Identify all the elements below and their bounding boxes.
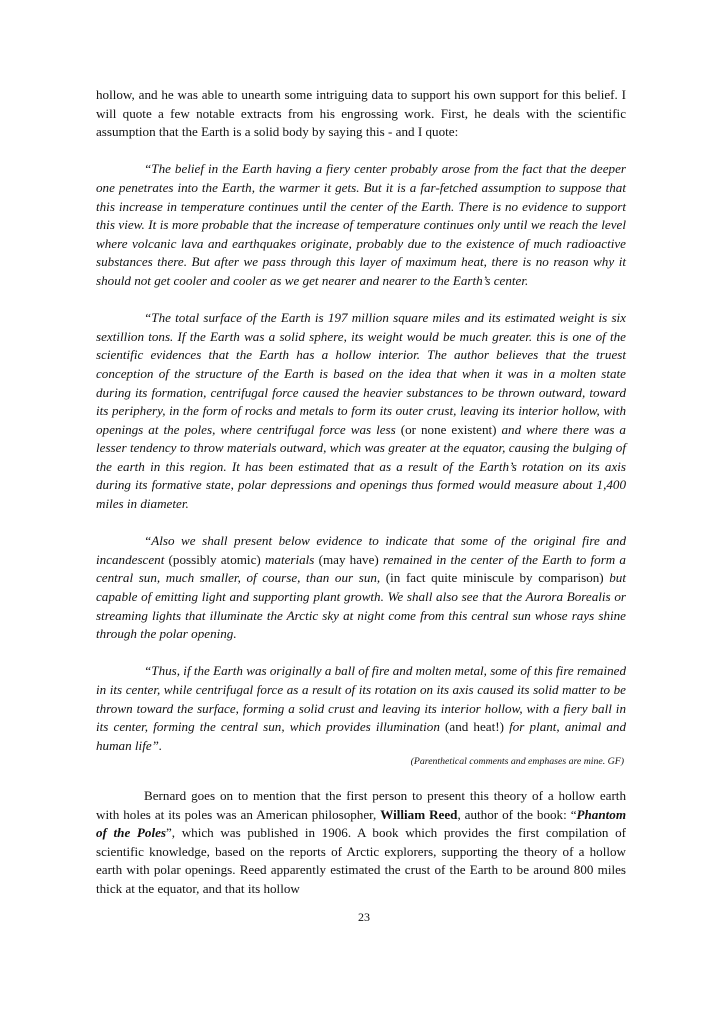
body-text: Bernard goes on to mention that the first person to present this theory of a hollow earth with holes at its poles was an American philosopher, [96, 787, 626, 822]
parenthetical-comment: (in fact quite miniscule by comparison) [385, 570, 604, 586]
quote-text: “Also we shall present below evidence to indicate that some of the original fire and incandescent [96, 533, 626, 567]
parenthetical-comment: (and heat!) [445, 719, 504, 735]
parenthetical-comment: (may have) [318, 551, 379, 567]
quote-paragraph-central-sun [96, 532, 626, 644]
quote-text: but capable of emitting light and supporting plant growth. We shall also see that the Aurora Borealis or streaming lights that illuminate the Arctic sky at night come from this central sun whose rays shine through the polar opening. [96, 570, 626, 642]
quote-text: materials [260, 551, 319, 567]
person-name: William Reed [380, 806, 458, 822]
quote-paragraph-ball-of-fire [96, 662, 626, 755]
page-number: 23 [358, 910, 370, 924]
quote-text: “Thus, if the Earth was originally a ball of fire and molten metal, some of this fire remained in its center, while centrifugal force as a result of its rotation on its axis caused its solid matter to be thrown toward the surface, forming a solid crust and leaving its interior hollow, with a fiery ball in its center, forming the central sun, which provides illumination [96, 663, 626, 735]
quote-paragraph-earth-surface [96, 309, 626, 514]
paragraph-william-reed [96, 787, 626, 899]
parenthetical-comment: (possibly atomic) [168, 551, 261, 567]
body-text: , author of the book: “ [457, 806, 577, 822]
quote-text: remained in the center of the Earth to form a central sun, much smaller, of course, than our sun, [96, 551, 626, 586]
book-title: Phantom of the Poles [96, 806, 627, 841]
paragraph-intro: hollow, and he was able to unearth some intriguing data to support his own support for this belief. I will quote a few notable extracts from his engrossing work. First, he deals with the scientific assumption that the Earth is a solid body by saying this - and I quote: [96, 87, 626, 140]
quote-paragraph-fiery-center: “The belief in the Earth having a fiery center probably arose from the fact that the deeper one penetrates into the Earth, the warmer it gets. But it is a far-fetched assumption to suppose that this increase in temperature continues until the center of the Earth. There is no evidence to support this view. It is more probable that the increase of temperature continues only until we reach the level where volcanic lava and earthquakes originate, probably due to the existence of much radioactive substances there. But after we pass through this layer of maximum heat, there is no reason why it should not get cooler and cooler as we get nearer and nearer to the Earth’s center. [96, 161, 626, 288]
quote-text: “The total surface of the Earth is 197 million square miles and its estimated weight is six sextillion tons. If the Earth was a solid sphere, its weight would be much greater. this is one of the scientific evidences that the Earth has a hollow interior. The author believes that the truest conception of the structure of the Earth is based on the idea that when it was in a molten state during its formation, centrifugal force caused the heavier substances to be thrown outward, toward its periphery, in the form of rocks and metals to form its outer crust, leaving its interior hollow, with openings at the poles, where centrifugal force was less [96, 310, 626, 437]
parenthetical-comment: (or none existent) [400, 421, 497, 437]
author-note: (Parenthetical comments and emphases are mine. GF) [410, 756, 624, 768]
body-text: ”, which was published in 1906. A book which provides the first compilation of scientific knowledge, based on the reports of Arctic explorers, supporting the theory of a hollow earth with polar openings. Reed apparently estimated the crust of the Earth to be around 800 miles thick at the equator, and that its hollow [96, 825, 626, 896]
quote-text: and where there was a lesser tendency to throw materials outward, which was greater at the equator, causing the bulging of the earth in this region. It has been estimated that as a result of the Earth’s rotation on its axis during its formative state, polar depressions and openings thus formed would measure about 1,400 miles in diameter. [96, 421, 626, 512]
document-body [96, 86, 626, 899]
quote-text: for plant, animal and human life”. [96, 719, 626, 753]
